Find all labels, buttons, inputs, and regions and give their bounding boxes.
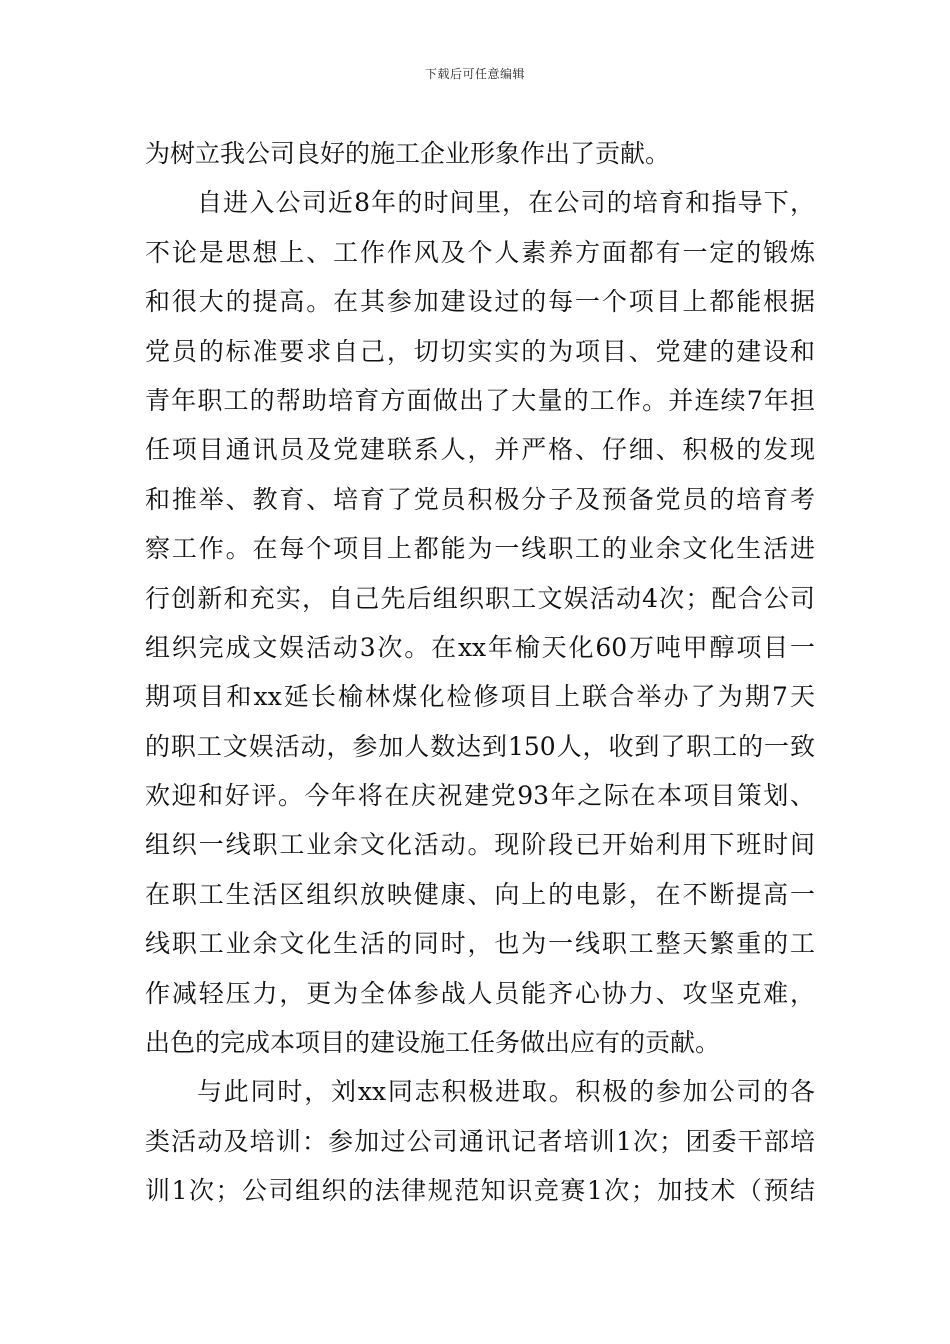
header-note: 下载后可任意编辑: [424, 67, 525, 81]
text-line: 期项目和xx延长榆林煤化检修项目上联合举办了为期7天: [145, 682, 815, 712]
text-line: 和推举、教育、培育了党员积极分子及预备党员的培育考: [145, 484, 815, 514]
text-line: 行创新和充实，自己先后组织职工文娱活动4次；配合公司: [145, 583, 815, 613]
text-line: 和很大的提高。在其参加建设过的每一个项目上都能根据: [145, 287, 815, 317]
text-line: 不论是思想上、工作作风及个人素养方面都有一定的锻炼: [145, 237, 815, 267]
text-line: 与此同时，刘xx同志积极进取。积极的参加公司的各: [197, 1077, 815, 1107]
text-line: 自进入公司近8年的时间里，在公司的培育和指导下，: [197, 188, 815, 218]
text-line: 党员的标准要求自己，切切实实的为项目、党建的建设和: [145, 336, 815, 366]
text-line: 任项目通讯员及党建联系人，并严格、仔细、积极的发现: [145, 435, 815, 465]
body-text: [145, 129, 815, 1216]
text-line: 欢迎和好评。今年将在庆祝建党93年之际在本项目策划、: [145, 781, 815, 811]
text-line: 线职工业余文化生活的同时，也为一线职工整天繁重的工: [145, 929, 815, 959]
text-line: 组织完成文娱活动3次。在xx年榆天化60万吨甲醇项目一: [145, 632, 815, 662]
text-line: 青年职工的帮助培育方面做出了大量的工作。并连续7年担: [145, 385, 815, 415]
text-line: 出色的完成本项目的建设施工任务做出应有的贡献。: [145, 1028, 721, 1058]
text-line: 作减轻压力，更为全体参战人员能齐心协力、攻坚克难，: [145, 978, 815, 1008]
text-line: 组织一线职工业余文化活动。现阶段已开始利用下班时间: [145, 830, 815, 860]
text-line: 类活动及培训：参加过公司通讯记者培训1次；团委干部培: [145, 1126, 815, 1156]
text-line: 训1次；公司组织的法律规范知识竞赛1次；加技术（预结: [145, 1176, 815, 1206]
text-line: 为树立我公司良好的施工企业形象作出了贡献。: [145, 139, 671, 168]
text-line: 在职工生活区组织放映健康、向上的电影，在不断提高一: [145, 879, 815, 909]
text-line: 的职工文娱活动，参加人数达到150人，收到了职工的一致: [145, 731, 815, 761]
text-line: 察工作。在每个项目上都能为一线职工的业余文化生活进: [145, 534, 815, 564]
